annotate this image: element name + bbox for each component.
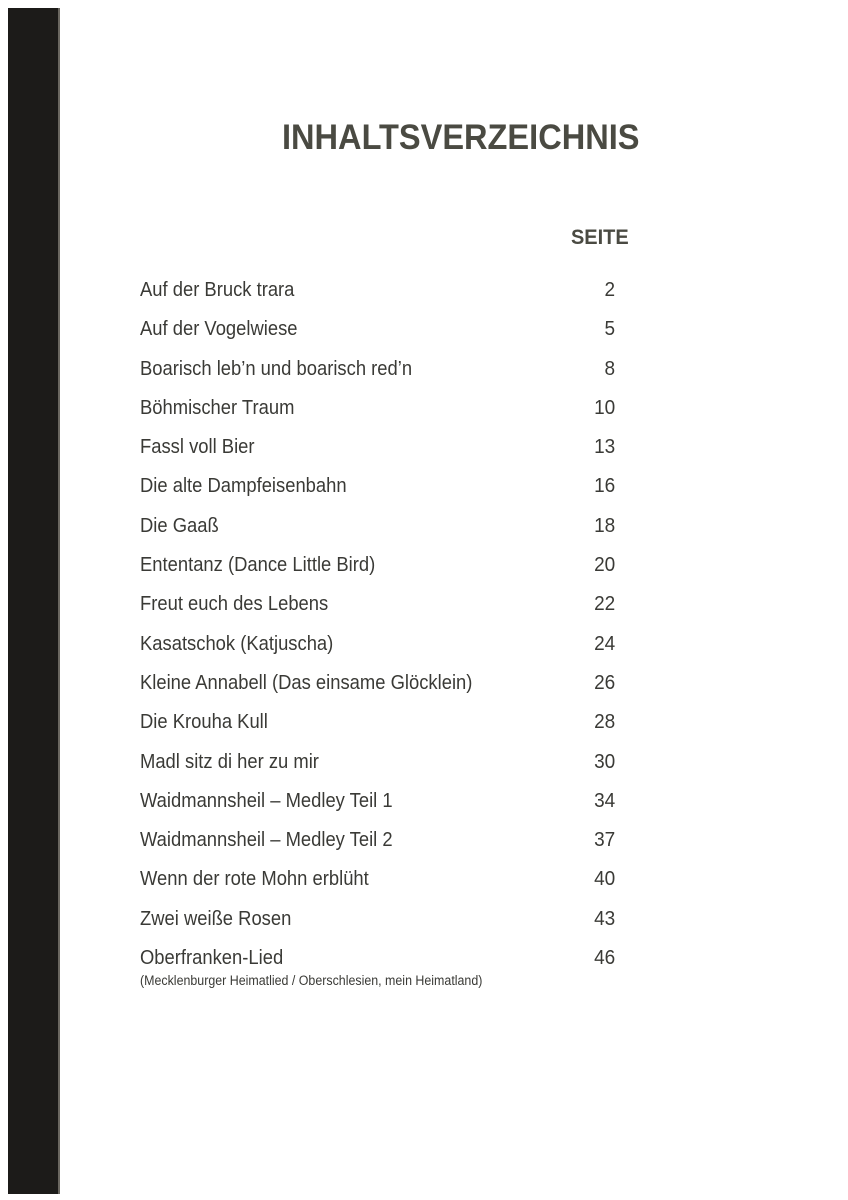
toc-entry [140, 550, 620, 589]
toc-entry-page-number: 18 [593, 514, 615, 537]
toc-entry-title: Die Gaaß [140, 514, 219, 537]
scan-binding-edge [8, 8, 60, 1194]
toc-entry-title: Waidmannsheil – Medley Teil 1 [140, 789, 393, 812]
toc-entry [140, 786, 620, 825]
toc-entry-page-number: 13 [593, 436, 615, 459]
toc-entry [140, 904, 620, 943]
toc-entry-title: Oberfranken-Lied [140, 947, 284, 970]
toc-entry [140, 314, 620, 353]
toc-entry-page-number: 24 [593, 632, 615, 655]
toc-entry-title: Zwei weiße Rosen [140, 907, 292, 930]
toc-entry-page-number: 30 [593, 750, 615, 773]
page-column-header: SEITE [571, 226, 629, 249]
toc-entry-title: Auf der Vogelwiese [140, 318, 298, 341]
toc-entry [140, 668, 620, 707]
toc-entry-title: Die alte Dampfeisenbahn [140, 475, 347, 498]
toc-entry [140, 747, 620, 786]
toc-entry-title: Die Krouha Kull [140, 711, 268, 734]
toc-entry-title: Wenn der rote Mohn erblüht [140, 868, 369, 891]
toc-entry-title: Freut euch des Lebens [140, 593, 329, 616]
toc-entry-page-number: 2 [604, 279, 615, 301]
page-title: INHALTSVERZEICHNIS [282, 118, 640, 157]
toc-entry [140, 471, 620, 510]
toc-entry-page-number: 28 [593, 711, 615, 734]
toc-entry-page-number: 46 [593, 947, 615, 970]
toc-entry-title: Auf der Bruck trara [140, 279, 295, 301]
table-of-contents [140, 275, 620, 989]
toc-entry [140, 825, 620, 864]
toc-entry-title: Fassl voll Bier [140, 436, 255, 459]
toc-entry [140, 511, 620, 550]
toc-entry-subtitle: (Mecklenburger Heimatlied / Oberschlesien, mein Heimatland) [140, 973, 483, 989]
scan-binding-edge-highlight [58, 8, 60, 1194]
toc-entry-page-number: 37 [593, 829, 615, 852]
toc-entry-title: Kasatschok (Katjuscha) [140, 632, 334, 655]
toc-entry-page-number: 34 [593, 789, 615, 812]
toc-entry [140, 275, 620, 314]
toc-entry [140, 943, 620, 989]
toc-entry-page-number: 26 [593, 671, 615, 694]
toc-entry-page-number: 40 [593, 868, 615, 891]
toc-entry [140, 864, 620, 903]
toc-entry-title: Boarisch leb’n und boarisch red’n [140, 357, 413, 380]
toc-entry-title: Madl sitz di her zu mir [140, 750, 319, 773]
toc-entry-page-number: 16 [593, 475, 615, 498]
toc-entry [140, 432, 620, 471]
toc-entry [140, 629, 620, 668]
toc-entry-title: Waidmannsheil – Medley Teil 2 [140, 829, 393, 852]
toc-entry-title: Böhmischer Traum [140, 396, 295, 419]
toc-entry-title: Kleine Annabell (Das einsame Glöcklein) [140, 671, 473, 694]
toc-entry [140, 707, 620, 746]
toc-entry-page-number: 43 [593, 907, 615, 930]
toc-entry-page-number: 8 [604, 357, 615, 380]
toc-entry-page-number: 22 [593, 593, 615, 616]
toc-entry-page-number: 20 [593, 554, 615, 577]
toc-entry-page-number: 5 [604, 318, 615, 341]
toc-entry [140, 393, 620, 432]
toc-entry-page-number: 10 [593, 396, 615, 419]
toc-entry [140, 354, 620, 393]
toc-entry-title: Ententanz (Dance Little Bird) [140, 554, 376, 577]
toc-entry [140, 589, 620, 628]
